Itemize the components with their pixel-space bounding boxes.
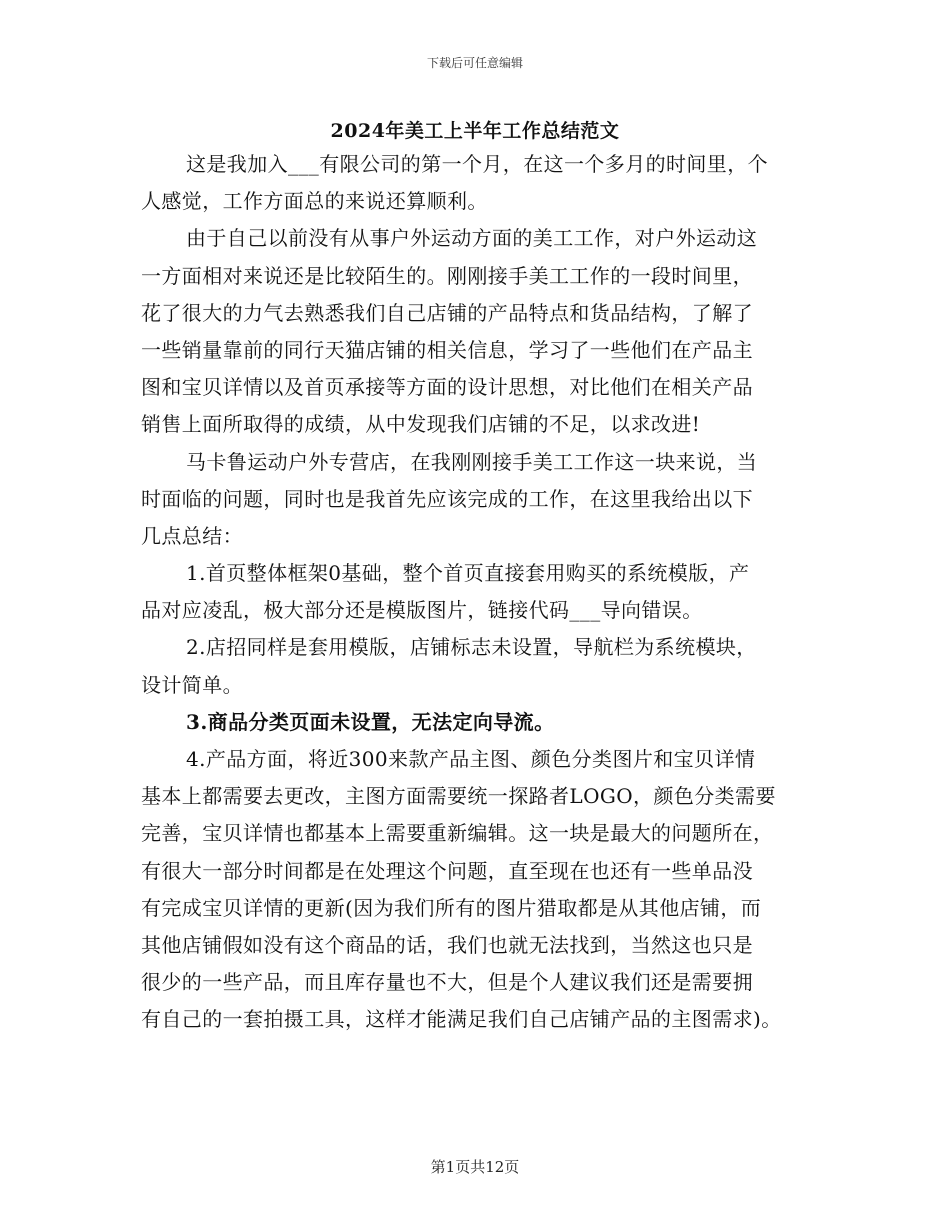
document-title: 2024年美工上半年工作总结范文 [330, 120, 620, 142]
paragraph-line: 人感觉，工作方面总的来说还算顺利。 [141, 189, 488, 214]
list-item-line: 有很大一部分时间都是在处理这个问题，直至现在也还有一些单品没 [141, 858, 753, 883]
list-item-line: 4.产品方面，将近300来款产品主图、颜色分类图片和宝贝详情 [186, 747, 756, 771]
paragraph-line: 图和宝贝详情以及首页承接等方面的设计思想，对比他们在相关产品 [141, 375, 753, 400]
paragraph-line: 花了很大的力气去熟悉我们自己店铺的产品特点和货品结构，了解了 [141, 300, 753, 325]
list-item-line: 有完成宝贝详情的更新(因为我们所有的图片猎取都是从其他店铺，而 [141, 895, 762, 920]
list-item-line: 基本上都需要去更改，主图方面需要统一探路者LOGO，颜色分类需要 [141, 784, 776, 809]
paragraph-line: 由于自己以前没有从事户外运动方面的美工工作，对户外运动这 [186, 226, 758, 251]
paragraph-line: 几点总结： [141, 523, 243, 548]
paragraph-line: 一方面相对来说还是比较陌生的。刚刚接手美工工作的一段时间里， [141, 263, 753, 288]
paragraph-line: 马卡鲁运动户外专营店，在我刚刚接手美工工作这一块来说，当 [186, 449, 758, 474]
list-item-line: 1.首页整体框架0基础，整个首页直接套用购买的系统模版，产 [186, 561, 750, 586]
page-footer: 第1页共12页 [430, 1158, 520, 1176]
list-item-line: 2.店招同样是套用模版，店铺标志未设置，导航栏为系统模块， [186, 635, 757, 660]
list-item-line: 设计简单。 [141, 672, 243, 697]
list-item-line: 其他店铺假如没有这个商品的话，我们也就无法找到，当然这也只是 [141, 932, 753, 957]
paragraph-line: 这是我加入___有限公司的第一个月，在这一个多月的时间里，个 [186, 152, 768, 176]
document-body [141, 146, 821, 1039]
paragraph-line: 一些销量靠前的同行天猫店铺的相关信息，学习了一些他们在产品主 [141, 337, 753, 362]
list-item-line: 品对应凌乱，极大部分还是模版图片，链接代码___导向错误。 [141, 598, 703, 623]
header-note: 下载后可任意编辑 [426, 56, 523, 70]
list-item-line: 完善，宝贝详情也都基本上需要重新编辑。这一块是最大的问题所在， [141, 821, 774, 846]
paragraph-line: 时面临的问题，同时也是我首先应该完成的工作，在这里我给出以下 [141, 486, 753, 511]
list-item-line: 有自己的一套拍摄工具，这样才能满足我们自己店铺产品的主图需求)。 [141, 1007, 782, 1032]
list-item-line-bold: 3.商品分类页面未设置，无法定向导流。 [186, 709, 555, 734]
paragraph-line: 销售上面所取得的成绩，从中发现我们店铺的不足，以求改进! [141, 412, 701, 437]
list-item-line: 很少的一些产品，而且库存量也不大，但是个人建议我们还是需要拥 [141, 970, 753, 995]
